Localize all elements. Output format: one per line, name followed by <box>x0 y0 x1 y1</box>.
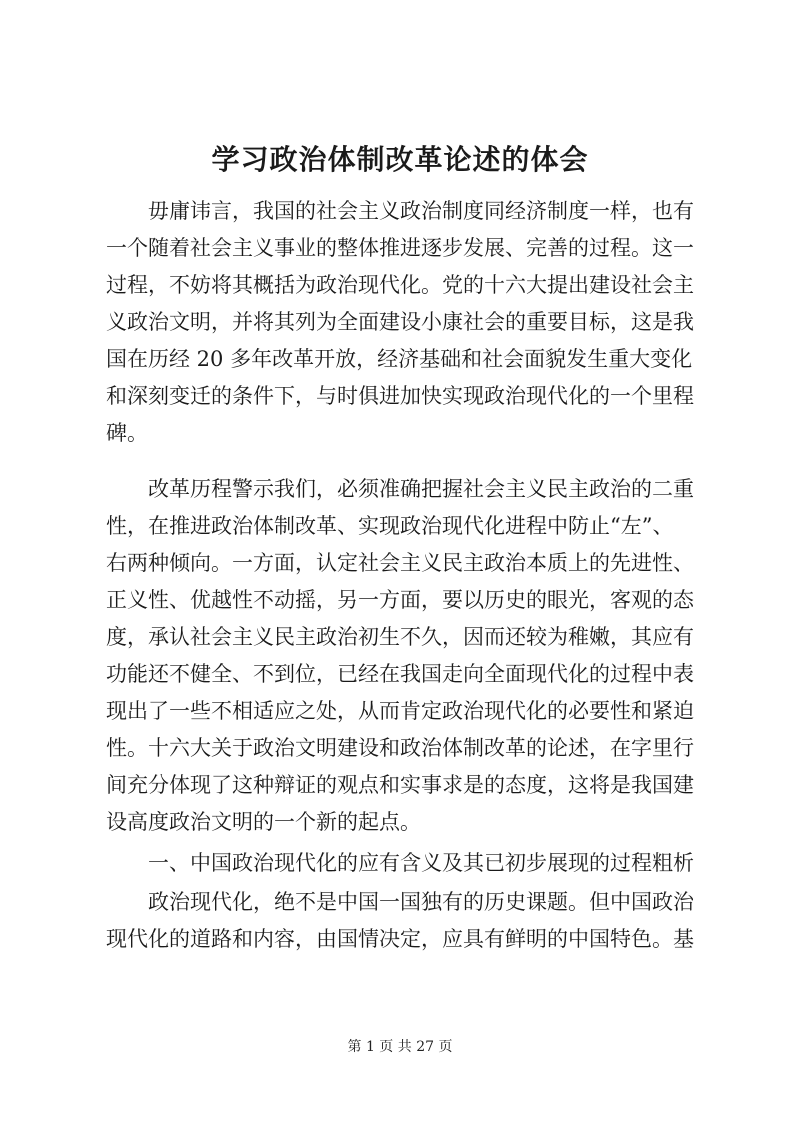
body-line: 设高度政治文明的一个新的起点。 <box>106 810 421 834</box>
body-line: 右两种倾向。一方面，认定社会主义民主政治本质上的先进性、 <box>106 551 694 575</box>
body-line: 正义性、优越性不动摇，另一方面，要以历史的眼光，客观的态 <box>106 588 694 612</box>
body-line: 和深刻变迁的条件下，与时俱进加快实现政治现代化的一个里程 <box>106 384 694 408</box>
body-line: 现出了一些不相适应之处，从而肯定政治现代化的必要性和紧迫 <box>106 699 694 723</box>
body-line: 改革历程警示我们，必须准确把握社会主义民主政治的二重 <box>148 477 694 501</box>
body-line: 性，在推进政治体制改革、实现政治现代化进程中防止“左”、 <box>106 514 674 538</box>
body-line: 毋庸讳言，我国的社会主义政治制度同经济制度一样，也有 <box>148 199 694 223</box>
body-line: 间充分体现了这种辩证的观点和实事求是的态度，这将是我国建 <box>106 773 694 797</box>
body-line: 政治现代化，绝不是中国一国独有的历史课题。但中国政治 <box>148 890 694 914</box>
body-line: 度，承认社会主义民主政治初生不久，因而还较为稚嫩，其应有 <box>106 625 694 649</box>
section-heading: 一、中国政治现代化的应有含义及其已初步展现的过程粗析 <box>148 851 694 875</box>
body-line: 功能还不健全、不到位，已经在我国走向全面现代化的过程中表 <box>106 662 694 686</box>
body-line: 义政治文明，并将其列为全面建设小康社会的重要目标，这是我 <box>106 310 694 334</box>
body-line: 碑。 <box>106 421 148 445</box>
body-line: 国在历经 20 多年改革开放，经济基础和社会面貌发生重大变化 <box>106 347 693 371</box>
body-line: 一个随着社会主义事业的整体推进逐步发展、完善的过程。这一 <box>106 236 694 260</box>
body-line: 过程，不妨将其概括为政治现代化。党的十六大提出建设社会主 <box>106 273 694 297</box>
document-title: 学习政治体制改革论述的体会 <box>211 143 589 176</box>
page-number-footer: 第 1 页 共 27 页 <box>347 1039 453 1055</box>
body-line: 现代化的道路和内容，由国情决定，应具有鲜明的中国特色。基 <box>106 927 694 951</box>
body-line: 性。十六大关于政治文明建设和政治体制改革的论述，在字里行 <box>106 736 694 760</box>
